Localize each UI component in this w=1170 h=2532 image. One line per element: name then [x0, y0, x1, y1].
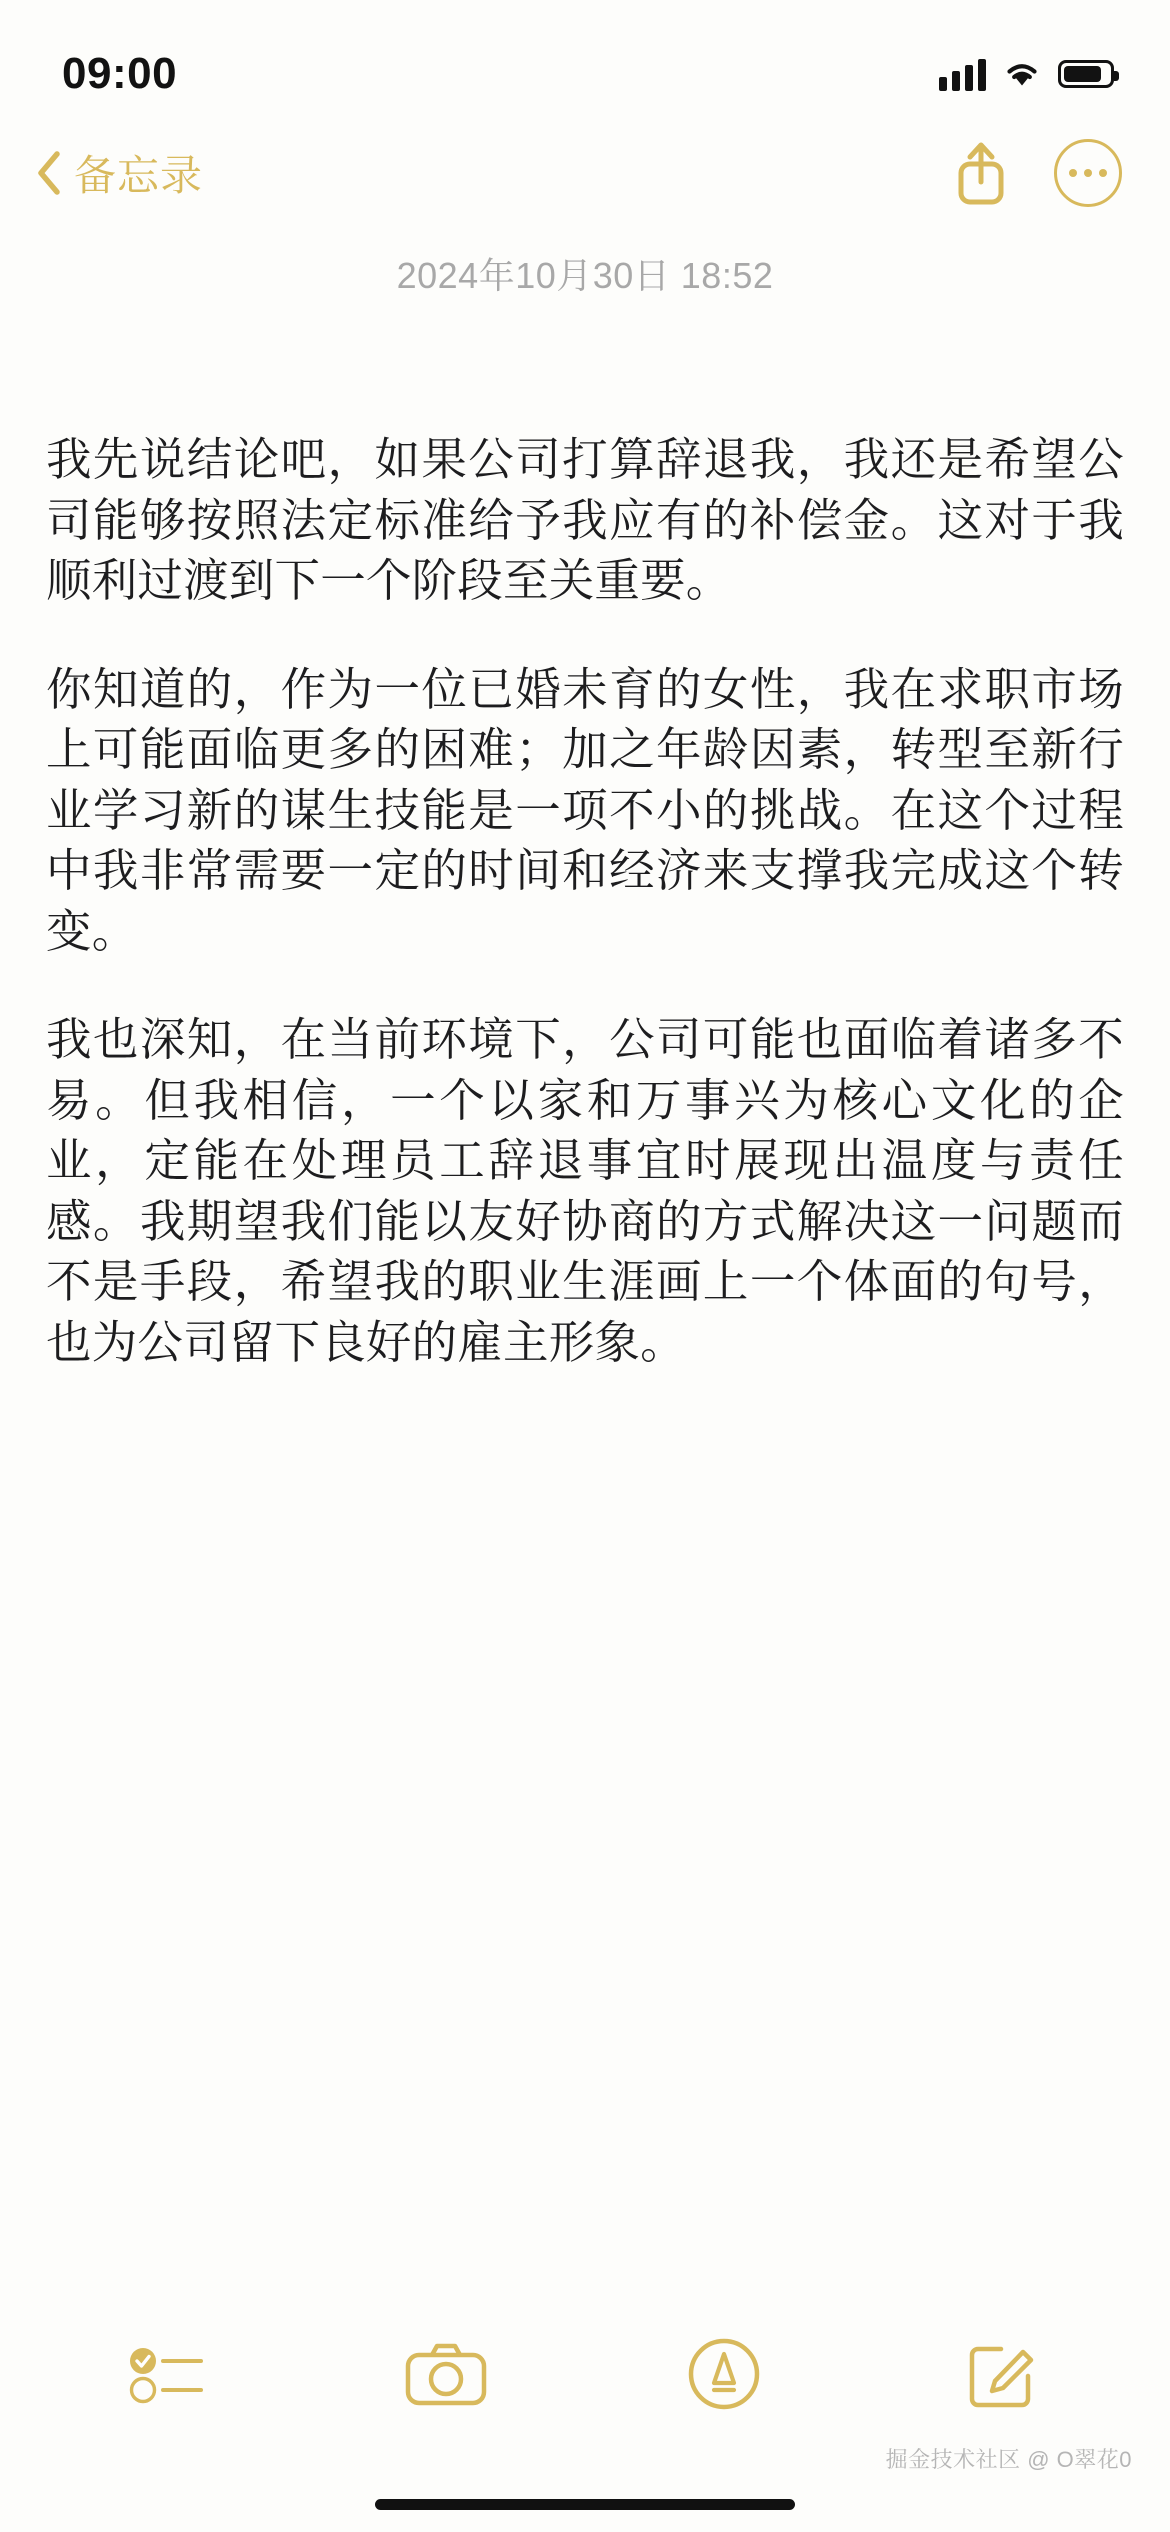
cellular-bars-icon [939, 57, 986, 91]
status-bar [0, 0, 1170, 118]
note-date: 2024年10月30日 18:52 [396, 255, 774, 296]
home-indicator[interactable] [375, 2499, 795, 2510]
navigation-bar [0, 118, 1170, 228]
status-time: 09:00 [62, 49, 178, 98]
more-options-button[interactable] [1054, 139, 1122, 207]
note-paragraph: 我也深知，在当前环境下，公司可能也面临着诸多不易。但我相信，一个以家和万事兴为核心文化的企业，定能在处理员工辞退事宜时展现出温度与责任感。我期望我们能以友好协商的方式解决这一问题而不是手段，希望我的职业生涯画上一个体面的句号，也为公司留下良好的雇主形象。 [46, 1014, 1124, 1368]
compose-button[interactable] [956, 2329, 1046, 2419]
battery-icon [1058, 60, 1114, 88]
camera-button[interactable] [401, 2329, 491, 2419]
camera-icon [405, 2342, 487, 2406]
more-ellipsis-icon [1069, 169, 1107, 177]
note-paragraph: 你知道的，作为一位已婚未育的女性，我在求职市场上可能面临更多的困难；加之年龄因素，转型至新行业学习新的谋生技能是一项不小的挑战。在这个过程中我非常需要一定的时间和经济来支撑我完成这个转变。 [46, 663, 1124, 957]
watermark: 掘金技术社区 @ O翠花0 [885, 2447, 1132, 2472]
back-label: 备忘录 [74, 152, 204, 199]
share-button[interactable] [946, 138, 1016, 208]
note-text-area[interactable] [0, 430, 1170, 1373]
bottom-toolbar [0, 2314, 1170, 2434]
compose-icon [965, 2338, 1037, 2410]
back-to-notes-button[interactable] [34, 143, 203, 203]
share-icon [951, 138, 1011, 208]
note-paragraph: 我先说结论吧，如果公司打算辞退我，我还是希望公司能够按照法定标准给予我应有的补偿金。这对于我顺利过渡到下一个阶段至关重要。 [46, 434, 1124, 606]
markup-pen-icon [687, 2337, 761, 2411]
chevron-left-icon [34, 150, 64, 196]
markup-button[interactable] [679, 2329, 769, 2419]
status-indicators [939, 57, 1114, 91]
wifi-icon [1002, 59, 1042, 89]
checklist-button[interactable] [124, 2329, 214, 2419]
checklist-icon [129, 2343, 209, 2405]
